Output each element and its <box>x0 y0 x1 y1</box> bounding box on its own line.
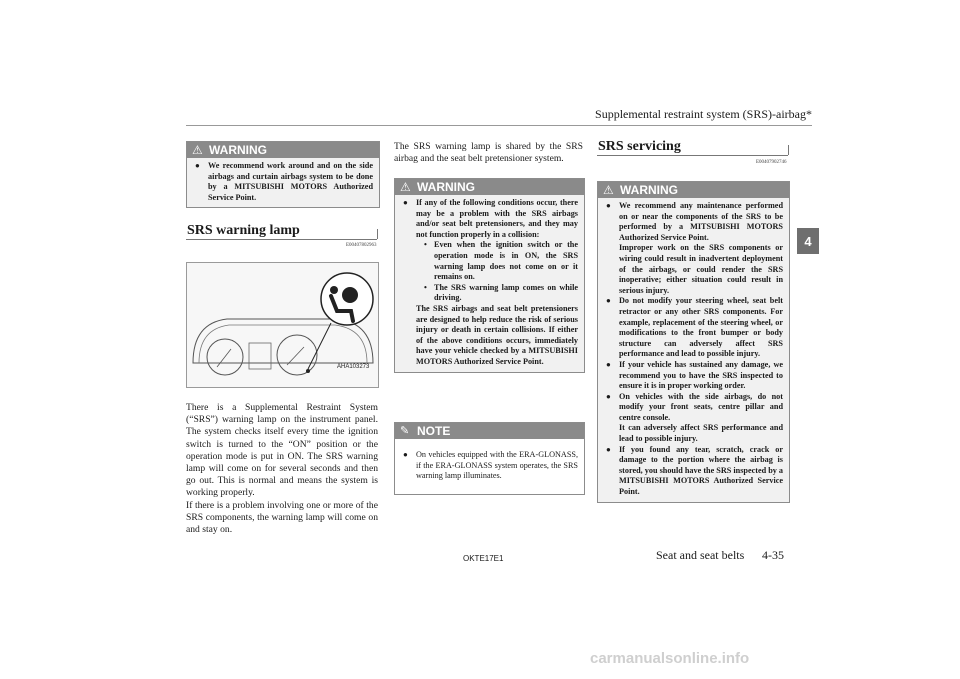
paragraph: There is a Supplemental Restraint System (“SRS”) warning lamp on the instrument panel. The system checks itself every time the ignition switch is turned to the “ON” position or the operation mode is put in ON. The SRS warning lamp will come on for several seconds and then go out. This is normal and means the system is working properly. <box>186 402 378 499</box>
footer-code: OKTE17E1 <box>463 554 504 563</box>
warning-item: ● If your vehicle has sustained any damage, we recommend you to have the SRS inspected to ensure it is in proper working order. <box>606 359 783 391</box>
middle-intro-text: The SRS warning lamp is shared by the SRS airbag and the seat belt pretensioner system. <box>394 141 583 165</box>
warning-label: WARNING <box>209 143 267 157</box>
section-rule <box>597 155 788 156</box>
note-header <box>395 423 584 439</box>
section-code: E00407902746 <box>756 160 787 165</box>
warning-item: ● If you found any tear, scratch, crack or damage to the portion where the airbag is stored, you should have the SRS inspected by a MITSUBISHI MOTORS Authorized Service Point. <box>606 444 783 497</box>
footer-section: Seat and seat belts <box>656 548 745 562</box>
warning-header <box>598 182 789 198</box>
warning-header <box>187 142 379 158</box>
left-body-text <box>186 402 378 536</box>
warning-subitem: • The SRS warning lamp comes on while driving. <box>424 282 578 303</box>
paragraph: If there is a problem involving one or more of the SRS components, the warning lamp will come on and stay on. <box>186 499 378 536</box>
bullet-icon: ● <box>606 391 611 401</box>
note-pencil-icon: ✎ <box>400 425 410 437</box>
figure-label: AHA103273 <box>337 364 370 370</box>
middle-warning-box <box>394 178 585 373</box>
bullet-icon: ● <box>403 450 408 460</box>
warning-item: ● Do not modify your steering wheel, seat belt retractor or any other SRS components. For example, replacement of the steering wheel, or modifications to the front bumper or body structure can adversely affect SRS performance and lead to possible injury. <box>606 296 783 359</box>
bullet-icon: ● <box>606 296 611 306</box>
section-rule-tick <box>377 229 378 239</box>
bullet-icon: ● <box>606 444 611 454</box>
right-warning-box <box>597 181 790 503</box>
middle-note-box <box>394 422 585 495</box>
warning-subitem: • Even when the ignition switch or the operation mode is in ON, the SRS warning lamp does not come on or it remains on. <box>424 240 578 282</box>
page-header-title: Supplemental restraint system (SRS)-airbag* <box>595 107 812 121</box>
warning-item: ● If any of the following conditions occur, there may be a problem with the SRS airbags and/or seat belt pretensioners, and they may not function properly in a collision: • Even when the ignition switch or the operation mode is in ON, the SRS warning lamp does not come on or it remains on. • The SRS warning lamp comes on while driving. The SRS airbags and seat belt pretensioners are designed to help reduce the risk of serious injury or death in certain collisions. If either of the above conditions occurs, immediately have your vehicle checked by a MITSUBISHI MOTORS Authorized Service Point. <box>403 198 578 366</box>
section-title-srs-warning-lamp: SRS warning lamp <box>187 223 300 238</box>
note-label: NOTE <box>417 424 451 438</box>
bullet-icon: ● <box>606 359 611 369</box>
header-rule <box>186 125 812 126</box>
section-title-srs-servicing: SRS servicing <box>598 139 681 154</box>
section-rule <box>186 239 377 240</box>
bullet-icon: ● <box>403 198 408 207</box>
warning-item: ● On vehicles with the side airbags, do not modify your front seats, centre pillar and centre console. It can adversely affect SRS performance and lead to possible injury. <box>606 391 783 444</box>
warning-item: ● We recommend work around and on the side airbags and curtain airbags system to be done by a MITSUBISHI MOTORS Authorized Service Point. <box>195 161 373 202</box>
bullet-icon: ● <box>606 201 611 210</box>
warning-item: ● We recommend any maintenance performed on or near the components of the SRS to be performed by a MITSUBISHI MOTORS Authorized Service Point. Improper work on the SRS components or wiring could result in inadvertent deployment of the airbags, or could render the SRS inoperative; either situation could result in serious injury. <box>606 201 783 295</box>
sub-bullet-icon: • <box>424 282 427 292</box>
watermark: carmanualsonline.info <box>590 650 750 667</box>
page-number: 4-35 <box>762 548 784 562</box>
warning-triangle-icon: ⚠ <box>192 143 203 157</box>
section-code: E00407802963 <box>346 243 377 248</box>
section-rule-tick <box>788 145 789 155</box>
warning-triangle-icon: ⚠ <box>400 180 411 194</box>
warning-triangle-icon: ⚠ <box>603 183 614 197</box>
chapter-tab: 4 <box>797 228 819 254</box>
warning-label: WARNING <box>417 180 475 194</box>
instrument-panel-figure <box>186 262 379 388</box>
note-item: ● On vehicles equipped with the ERA-GLONASS, if the ERA-GLONASS system operates, the SRS warning lamp illuminates. <box>403 450 578 481</box>
left-warning-box <box>186 141 380 208</box>
sub-bullet-icon: • <box>424 240 427 250</box>
bullet-icon: ● <box>195 161 200 170</box>
warning-header <box>395 179 584 195</box>
warning-label: WARNING <box>620 183 678 197</box>
